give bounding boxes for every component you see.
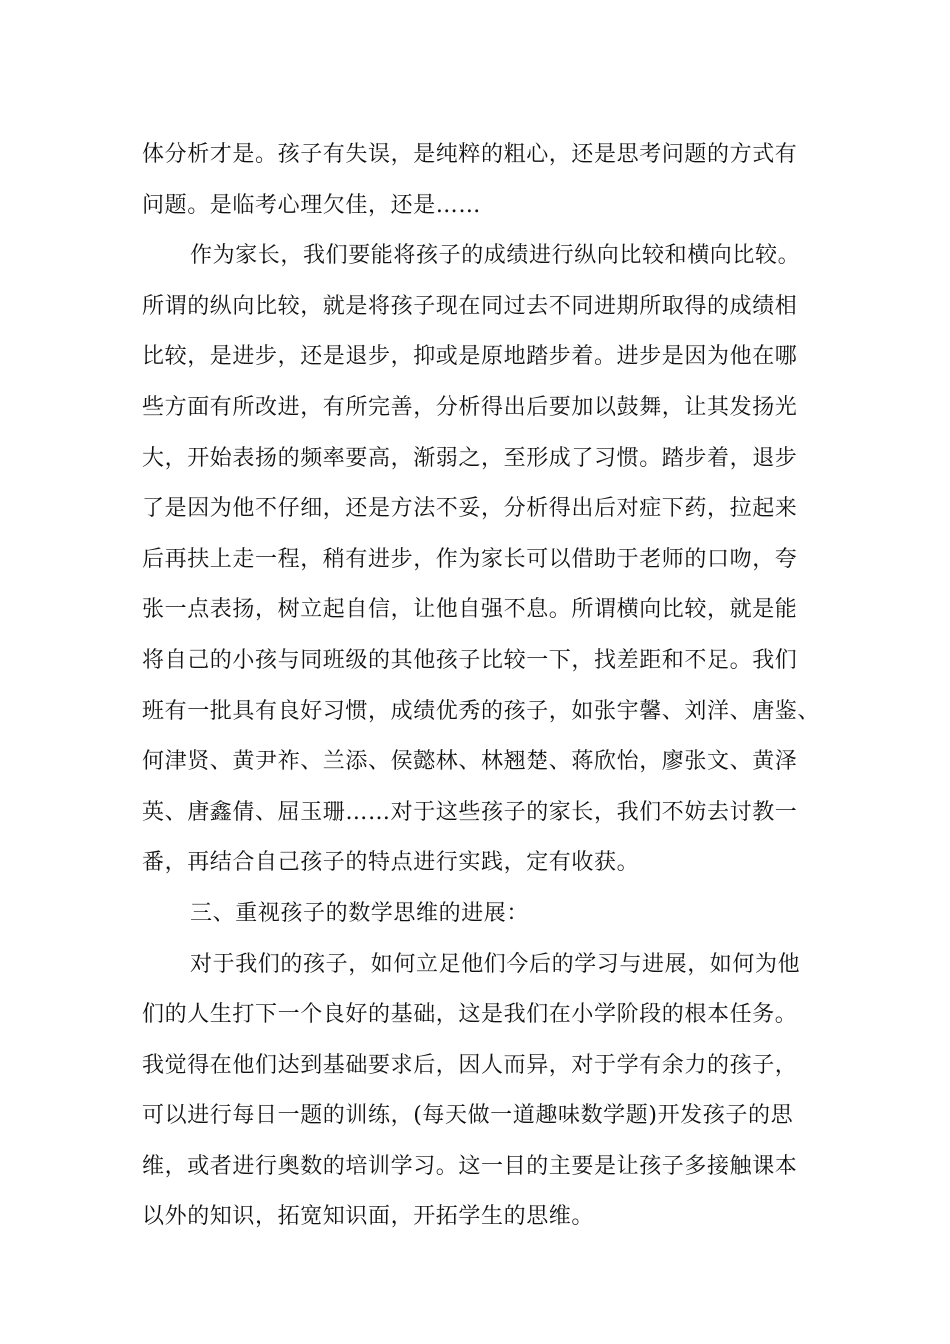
text-line: 了是因为他不仔细，还是方法不妥，分析得出后对症下药，拉起来 xyxy=(142,496,798,522)
text-line: 将自己的小孩与同班级的其他孩子比较一下，找差距和不足。我们 xyxy=(142,647,798,673)
text-line: 可以进行每日一题的训练，(每天做一道趣味数学题)开发孩子的思 xyxy=(142,1103,794,1129)
text-line: 问题。是临考心理欠佳，还是…… xyxy=(142,192,482,218)
document-body xyxy=(142,130,832,1243)
text-line: 体分析才是。孩子有失误，是纯粹的粗心，还是思考问题的方式有 xyxy=(142,142,798,167)
text-line: 番，再结合自己孩子的特点进行实践，定有收获。 xyxy=(142,850,640,876)
text-line: 些方面有所改进，有所完善，分析得出后要加以鼓舞，让其发扬光 xyxy=(142,394,798,420)
text-line: 张一点表扬，树立起自信，让他自强不息。所谓横向比较，就是能 xyxy=(142,597,798,623)
text-line: 大，开始表扬的频率要高，渐弱之，至形成了习惯。踏步着，退步 xyxy=(142,445,798,471)
text-line: 班有一批具有良好习惯，成绩优秀的孩子，如张宇馨、刘洋、唐鉴、 xyxy=(142,698,821,724)
text-line: 后再扶上走一程，稍有进步，作为家长可以借助于老师的口吻，夸 xyxy=(142,546,798,572)
text-line: 们的人生打下一个良好的基础，这是我们在小学阶段的根本任务。 xyxy=(142,1002,798,1028)
paragraph-start-line: 对于我们的孩子，如何立足他们今后的学习与进展，如何为他 xyxy=(190,951,801,977)
text-line: 以外的知识，拓宽知识面，开拓学生的思维。 xyxy=(142,1204,595,1230)
text-line: 比较，是进步，还是退步，抑或是原地踏步着。进步是因为他在哪 xyxy=(142,344,798,370)
text-line: 何津贤、黄尹祚、兰添、侯懿林、林翘楚、蒋欣怡，廖张文、黄泽 xyxy=(142,749,798,775)
text-line: 所谓的纵向比较，就是将孩子现在同过去不同进期所取得的成绩相 xyxy=(142,293,798,319)
paragraph-start-line: 作为家长，我们要能将孩子的成绩进行纵向比较和横向比较。 xyxy=(190,243,801,269)
text-line: 维，或者进行奥数的培训学习。这一目的主要是让孩子多接触课本 xyxy=(142,1153,798,1179)
text-line: 我觉得在他们达到基础要求后，因人而异，对于学有余力的孩子， xyxy=(142,1052,798,1078)
text-line: 英、唐鑫倩、屈玉珊……对于这些孩子的家长，我们不妨去讨教一 xyxy=(142,799,798,825)
section-heading: 三、重视孩子的数学思维的进展： xyxy=(190,900,530,926)
